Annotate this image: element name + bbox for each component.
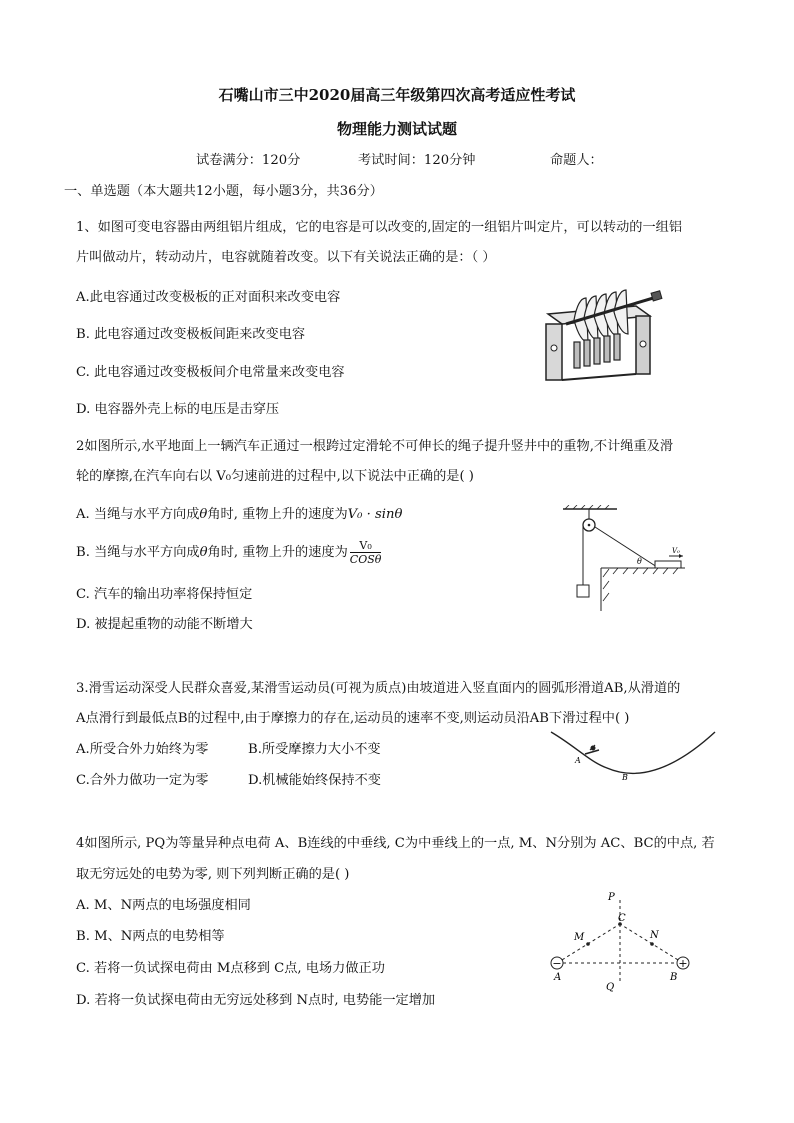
q4-option-d: D. 若将一负试探电荷由无穷远处移到 N点时, 电势能一定增加: [76, 993, 436, 1008]
variable-capacitor-figure: [540, 286, 665, 391]
q2-option-d: D. 被提起重物的动能不断增大: [76, 617, 253, 632]
positive-sign: +: [678, 957, 688, 970]
q2-option-a: [76, 503, 402, 522]
q3-option-d: D.机械能始终保持不变: [248, 773, 381, 788]
q2-stem-line2: 轮的摩擦,在汽车向右以 V₀匀速前进的过程中,以下说法中正确的是( ): [76, 469, 474, 484]
q2-stem-line1: 2如图所示,水平地面上一辆汽车正通过一根跨过定滑轮不可伸长的绳子提升竖井中的重物,不计绳重及滑: [76, 439, 674, 454]
pulley-car-figure: [555, 505, 695, 613]
label-q: Q: [606, 982, 615, 993]
fraction-denominator: COSθ: [349, 553, 382, 566]
section-heading: 一、单选题（本大题共12小题，每小题3分，共36分）: [64, 184, 383, 199]
dipole-charges-figure: [540, 888, 700, 998]
exam-time: 考试时间：120分钟: [358, 153, 476, 168]
q1-stem-line2: 片叫做动片，转动动片，电容就随着改变。以下有关说法正确的是：（ ）: [76, 250, 496, 265]
q4-stem-line1: 4如图所示, PQ为等量异种点电荷 A、B连线的中垂线, C为中垂线上的一点, M、N分别为 AC、BC的中点, 若: [76, 836, 715, 851]
exam-subtitle: 物理能力测试试题: [336, 120, 457, 138]
label-p: P: [608, 892, 615, 903]
q1-option-c: C. 此电容通过改变极板间介电常量来改变电容: [76, 365, 345, 380]
q1-option-a: A.此电容通过改变极板的正对面积来改变电容: [76, 290, 341, 305]
q2-option-b: [76, 539, 381, 566]
label-a: A: [554, 972, 562, 983]
q4-option-b: B. M、N两点的电势相等: [76, 929, 225, 944]
theta-symbol: θ: [199, 507, 208, 522]
q3-option-b: B.所受摩擦力大小不变: [248, 742, 381, 757]
q3-stem-line1: 3.滑雪运动深受人民群众喜爱,某滑雪运动员(可视为质点)由坡道进入竖直面内的圆弧形滑道AB,从滑道的: [76, 681, 681, 696]
point-a-label: A: [575, 756, 581, 765]
q2-option-a-prefix: A. 当绳与水平方向成: [76, 507, 200, 522]
q3-option-a: A.所受合外力始终为零: [76, 742, 209, 757]
theta-label: θ: [637, 557, 642, 566]
fraction-numerator: V₀: [350, 539, 382, 553]
label-c: C: [618, 913, 626, 924]
q4-option-a: A. M、N两点的电场强度相同: [76, 898, 251, 913]
label-b: B: [670, 972, 678, 983]
q2-option-a-formula: V₀ · sinθ: [347, 507, 403, 522]
label-m: M: [574, 932, 585, 943]
author-label: 命题人：: [550, 153, 603, 168]
negative-sign: −: [552, 957, 562, 970]
q2-option-b-suffix: 角时, 重物上升的速度为: [207, 545, 348, 560]
label-n: N: [650, 930, 659, 941]
full-score: 试卷满分：120分: [196, 153, 301, 168]
q4-stem-line2: 取无穷远处的电势为零, 则下列判断正确的是( ): [76, 867, 350, 882]
q1-stem-line1: 1、如图可变电容器由两组铝片组成，它的电容是可以改变的,固定的一组铝片叫定片，可以转动的一组铝: [76, 220, 683, 235]
q3-option-c: C.合外力做功一定为零: [76, 773, 209, 788]
point-b-label: B: [622, 773, 628, 782]
velocity-label: V₀: [672, 547, 680, 555]
q2-option-a-suffix: 角时, 重物上升的速度为: [207, 507, 348, 522]
q4-option-c: C. 若将一负试探电荷由 M点移到 C点, 电场力做正功: [76, 961, 385, 976]
q1-option-d: D. 电容器外壳上标的电压是击穿压: [76, 402, 280, 417]
q2-option-b-fraction: [350, 539, 382, 566]
q1-option-b: B. 此电容通过改变极板间距来改变电容: [76, 327, 306, 342]
q2-option-c: C. 汽车的输出功率将保持恒定: [76, 587, 253, 602]
ski-slope-figure: [545, 726, 720, 784]
exam-title: 石嘴山市三中2020届高三年级第四次高考适应性考试: [218, 86, 576, 104]
q2-option-b-prefix: B. 当绳与水平方向成: [76, 545, 200, 560]
theta-symbol: θ: [199, 545, 208, 560]
q3-stem-line2: A点滑行到最低点B的过程中,由于摩擦力的存在,运动员的速率不变,则运动员沿AB下滑过程中( ): [76, 711, 630, 726]
